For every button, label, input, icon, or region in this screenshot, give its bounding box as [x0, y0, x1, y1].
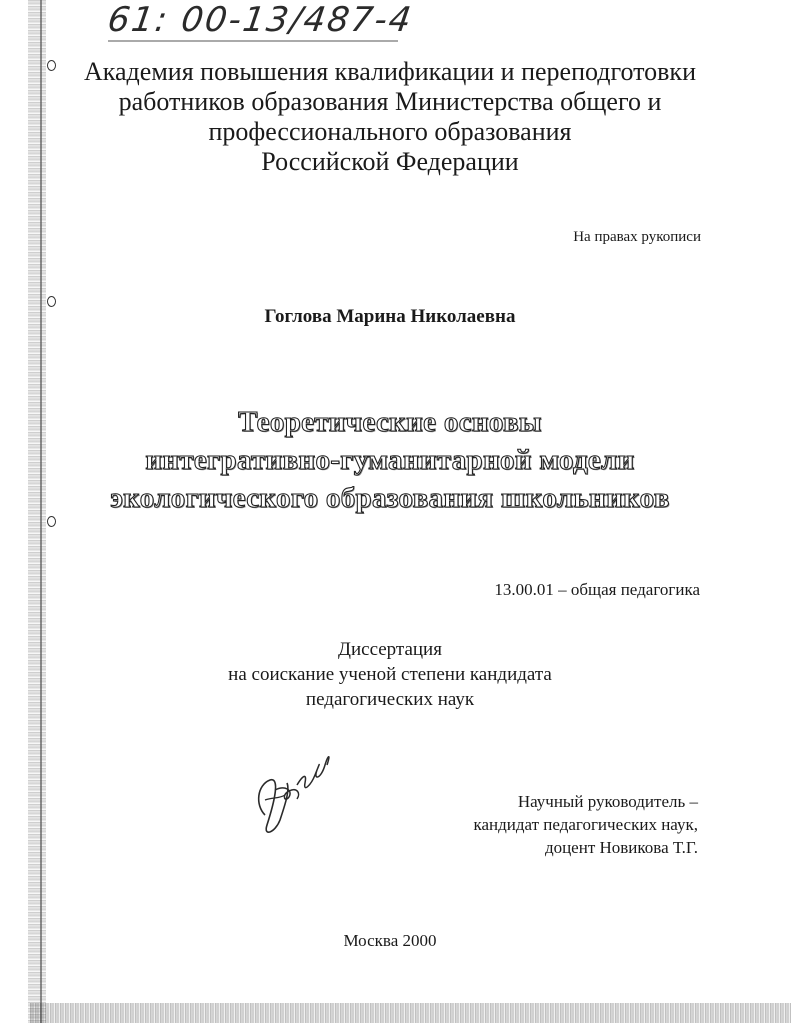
institution-line: работников образования Министерства общего и [118, 87, 662, 116]
dissertation-title [60, 403, 720, 517]
scan-binding-edge [28, 0, 46, 1023]
institution-line: профессионального образования [208, 117, 572, 146]
scan-binding-line [40, 0, 42, 1023]
scan-bottom-edge [30, 1003, 791, 1023]
title-line: Теоретические основы [238, 406, 542, 438]
specialty-code: 13.00.01 – общая педагогика [494, 580, 700, 599]
archive-code: 61: 00-13/487-4 [105, 0, 416, 40]
supervisor-line: доцент Новикова Т.Г. [544, 838, 698, 857]
degree-line: Диссертация [338, 639, 442, 660]
author-name: Гоглова Марина Николаевна [264, 306, 516, 327]
punch-hole-icon [47, 516, 56, 527]
title-line: интегративно-гуманитарной модели [145, 444, 635, 476]
scientific-supervisor [473, 790, 698, 859]
institution-line: Российской Федерации [261, 147, 519, 176]
title-line: экологического образования школьников [110, 482, 670, 514]
institution-line: Академия повышения квалификации и переподготовки [84, 57, 696, 86]
rights-note: На правах рукописи [573, 229, 701, 245]
supervisor-line: Научный руководитель – [517, 792, 698, 811]
supervisor-line: кандидат педагогических наук, [473, 815, 698, 834]
punch-hole-icon [47, 60, 56, 71]
punch-hole-icon [47, 296, 56, 307]
institution-name [60, 57, 720, 177]
degree-line: педагогических наук [305, 689, 475, 710]
handwritten-signature [245, 745, 340, 840]
city-year: Москва 2000 [343, 931, 437, 950]
degree-statement [90, 637, 690, 712]
archive-code-underline [108, 40, 398, 42]
degree-line: на соискание ученой степени кандидата [228, 664, 552, 685]
